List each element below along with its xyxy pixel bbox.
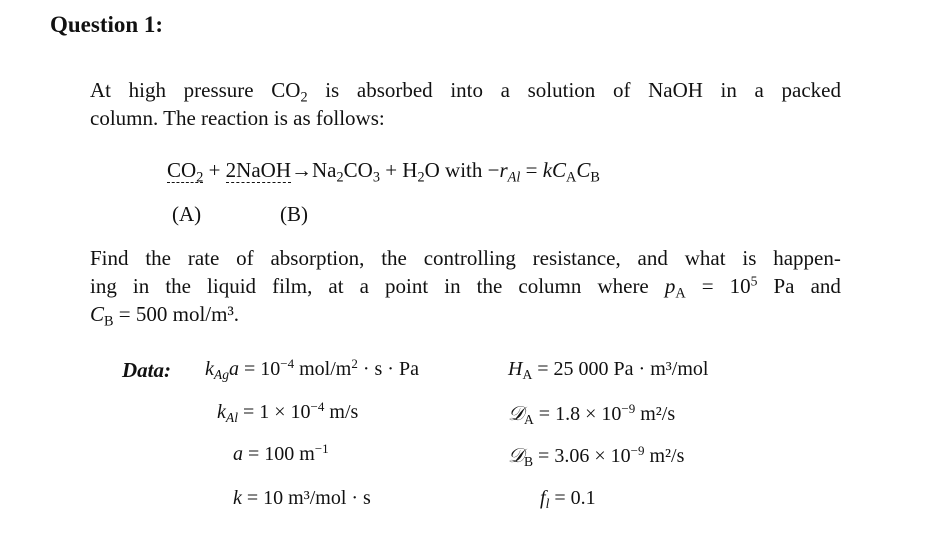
product-na2co3: $Na_2CO_3$ (312, 158, 380, 186)
word: in (444, 274, 461, 298)
word: liquid (207, 274, 257, 298)
word: controlling (423, 246, 516, 270)
word: what (684, 246, 726, 270)
word: is (325, 78, 340, 102)
question-heading: Question 1: (50, 12, 164, 37)
word: at (328, 274, 344, 298)
word: pressure (183, 78, 254, 102)
word: of (612, 78, 631, 102)
data-kal: $k_{Al} = 1 \times 10^{-4}$ m/s (217, 398, 359, 426)
reaction-equation: $CO_2$ + $2NaOH\to Na_2CO_3 + H_2O$ with $-r_{Al} = kC_AC_B$ (167, 158, 600, 186)
word: into (450, 78, 483, 102)
data-da: 𝒟$_A$ = $1.8 \times 10^{-9}$ m²/s (508, 400, 676, 428)
word: and (810, 274, 841, 298)
data-a: a = 100 $m^{-1}$ (233, 440, 329, 465)
word: $p_A$ (664, 274, 686, 302)
word: the (381, 246, 407, 270)
word: high (128, 78, 166, 102)
word: in (132, 274, 150, 298)
word: in (720, 78, 737, 102)
word: point (385, 274, 429, 298)
rate-symbol: r (499, 158, 508, 182)
word: of (236, 246, 254, 270)
label-b: (B) (280, 202, 308, 226)
word: a (359, 274, 369, 298)
data-k: k = 10 m³/mol · s (233, 487, 371, 509)
word: column (518, 274, 582, 298)
intro-line-2: column. The reaction is as follows: (90, 106, 385, 130)
word: the (476, 274, 503, 298)
intro-line-1 (90, 76, 841, 104)
word: a (754, 78, 764, 102)
data-db: 𝒟$_B$ = $3.06 \times 10^{-9}$ m²/s (508, 442, 685, 470)
word: $CO_2$ (271, 78, 308, 106)
word: absorbed (356, 78, 433, 102)
task-line-2 (90, 272, 841, 300)
rate-constant: k (542, 158, 553, 182)
word: the (145, 246, 171, 270)
word: absorption, (270, 246, 365, 270)
word: At (90, 78, 111, 102)
word: the (165, 274, 191, 298)
reactant-co2: $CO_2$ (167, 158, 204, 186)
word: rate (187, 246, 220, 270)
word: where (597, 274, 649, 298)
data-label: Data: (122, 358, 171, 382)
word: happen- (773, 246, 841, 270)
reaction-arrow: → (291, 158, 312, 182)
word: a (500, 78, 510, 102)
word: $10^5$ (729, 273, 758, 298)
word: packed (781, 78, 841, 102)
word: Find (90, 246, 129, 270)
data-kag: $k_{Ag}a = 10^{-4}$ mol/$m^2 \cdot s \cdot Pa$ (205, 355, 419, 383)
task-line-3: $C_B = 500$ mol/m³. (90, 302, 240, 330)
data-fl: $f_l = 0.1$ (540, 487, 596, 512)
word: is (742, 246, 757, 270)
word: film, (272, 274, 313, 298)
word: NaOH (648, 78, 703, 102)
word: and (637, 246, 668, 270)
word: solution (527, 78, 596, 102)
word: Pa (773, 274, 795, 298)
task-line-1 (90, 244, 841, 272)
word: resistance, (532, 246, 621, 270)
data-ha: $H_A = 25$ 000 Pa · m³/mol (508, 358, 709, 383)
label-a: (A) (172, 202, 202, 226)
word: = (701, 274, 714, 298)
reactant-naoh: 2NaOH (225, 158, 291, 182)
word: ing (90, 274, 117, 298)
